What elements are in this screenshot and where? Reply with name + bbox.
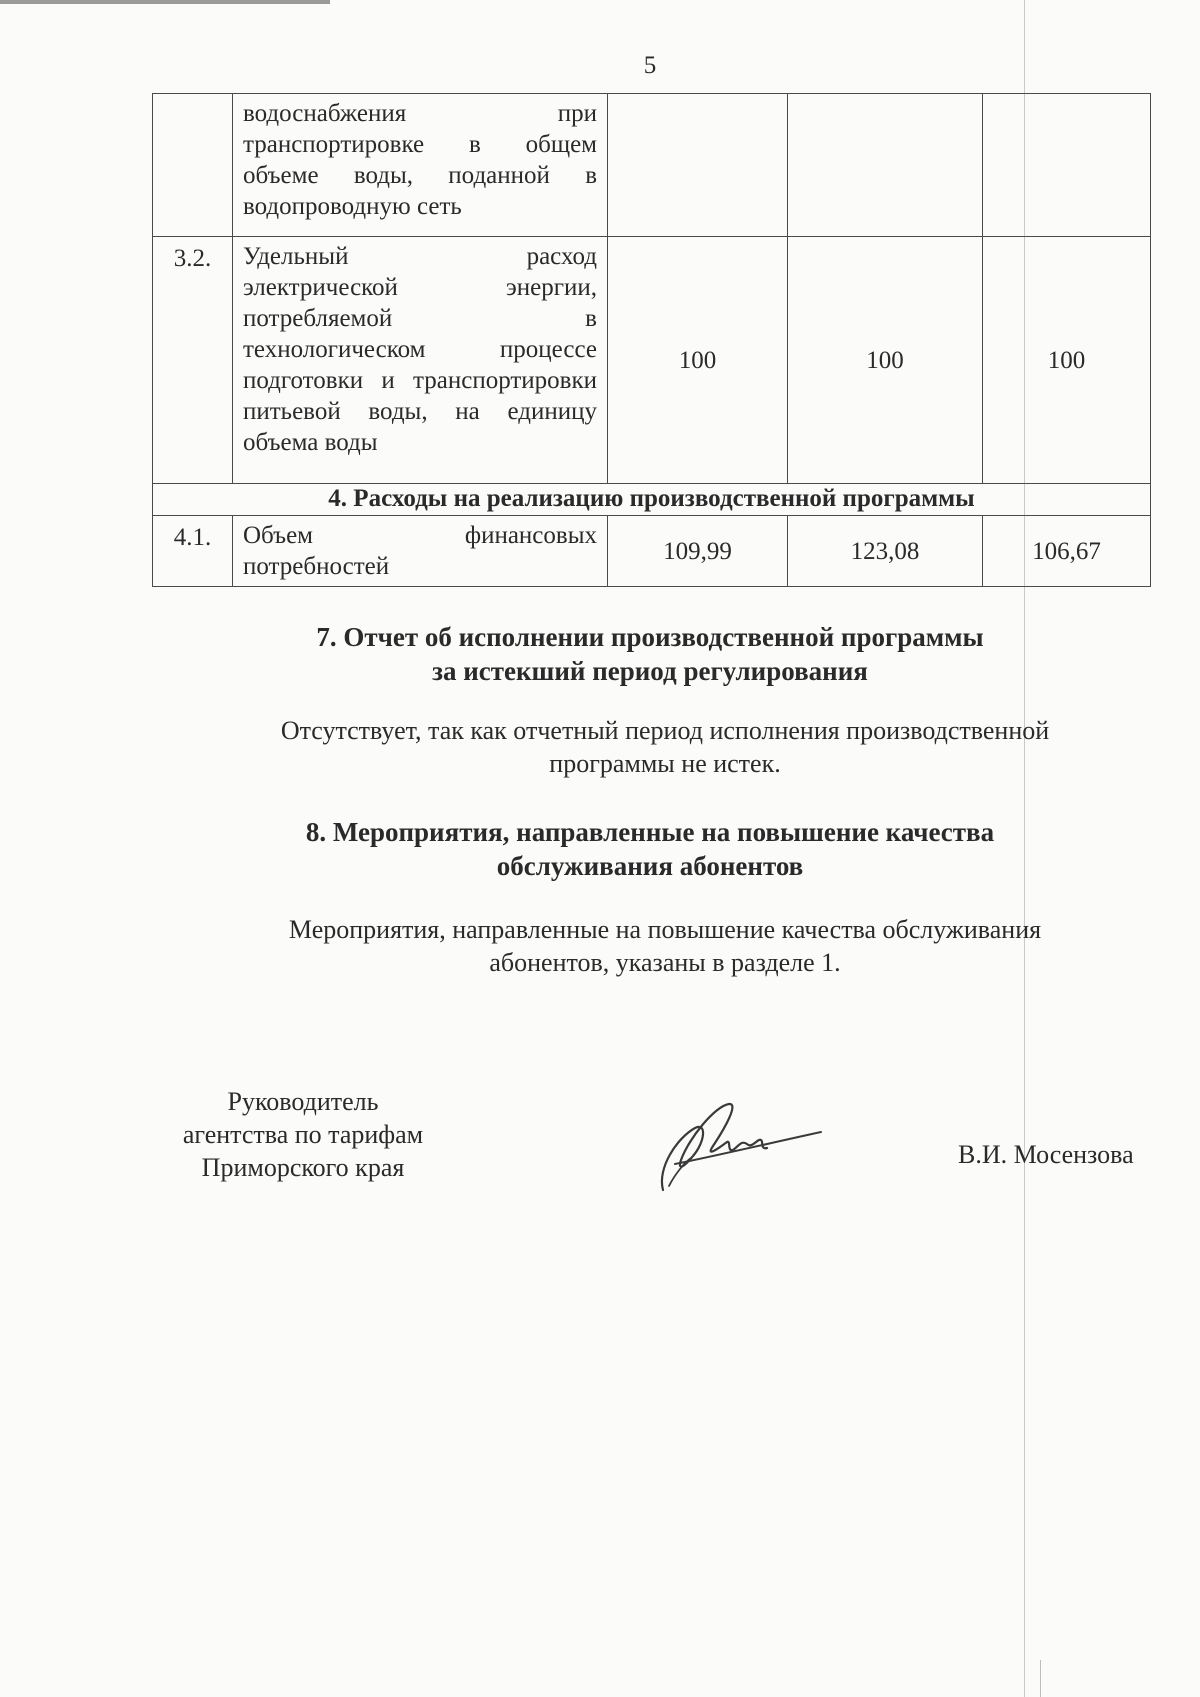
section-8-text bbox=[170, 913, 1160, 979]
section-7-heading bbox=[150, 620, 1150, 688]
desc-line: объеме воды, поданной в bbox=[243, 162, 597, 189]
heading-line: за истекший период регулирования bbox=[432, 656, 868, 686]
table-row-continued bbox=[153, 94, 1151, 237]
heading-line: 8. Мероприятия, направленные на повышение качества bbox=[305, 817, 995, 847]
desc-line: технологическом процессе bbox=[243, 336, 597, 363]
value-cell: 106,67 bbox=[983, 516, 1151, 587]
indicators-table bbox=[152, 93, 1151, 587]
section-8-heading bbox=[150, 815, 1150, 883]
row-description bbox=[233, 237, 608, 484]
value-cell: 100 bbox=[983, 237, 1151, 484]
signer-title bbox=[148, 1085, 458, 1184]
value-cell bbox=[788, 94, 983, 237]
scan-fold-tick bbox=[1040, 1660, 1041, 1697]
text-line: Отсутствует, так как отчетный период исполнения производственной bbox=[280, 716, 1050, 745]
desc-line: электрической энергии, bbox=[243, 274, 597, 301]
handwritten-signature bbox=[655, 1098, 825, 1198]
value-cell: 100 bbox=[608, 237, 788, 484]
value-cell bbox=[608, 94, 788, 237]
desc-line: подготовки и транспортировки bbox=[243, 367, 597, 394]
row-description bbox=[233, 516, 608, 587]
value-cell bbox=[983, 94, 1151, 237]
table-section-row bbox=[153, 484, 1151, 516]
desc-line: водоснабжения при bbox=[243, 100, 597, 127]
desc-line: Объем финансовых bbox=[243, 522, 597, 549]
row-number: 3.2. bbox=[153, 237, 233, 484]
page-number: 5 bbox=[643, 52, 657, 79]
section-7-text bbox=[170, 714, 1160, 780]
section-title: 4. Расходы на реализацию производственной программы bbox=[153, 484, 1151, 516]
text-line: абонентов, указаны в разделе 1. bbox=[489, 948, 841, 977]
row-description bbox=[233, 94, 608, 237]
desc-line: Удельный расход bbox=[243, 243, 597, 270]
heading-line: 7. Отчет об исполнении производственной программы bbox=[316, 622, 984, 652]
signer-name: В.И. Мосензова bbox=[958, 1140, 1134, 1169]
text-line: программы не истек. bbox=[549, 749, 781, 778]
heading-line: обслуживания абонентов bbox=[496, 851, 804, 881]
value-cell: 109,99 bbox=[608, 516, 788, 587]
desc-line: потребностей bbox=[243, 553, 390, 580]
row-number: 4.1. bbox=[153, 516, 233, 587]
desc-line: питьевой воды, на единицу bbox=[243, 398, 597, 425]
signer-title-line: Руководитель bbox=[227, 1087, 379, 1116]
desc-line: транспортировке в общем bbox=[243, 131, 597, 158]
value-cell: 100 bbox=[788, 237, 983, 484]
signer-title-line: агентства по тарифам bbox=[182, 1120, 424, 1149]
text-line: Мероприятия, направленные на повышение качества обслуживания bbox=[288, 915, 1042, 944]
scan-edge-mark bbox=[0, 0, 330, 4]
desc-line: водопроводную сеть bbox=[243, 193, 462, 220]
row-number-cell bbox=[153, 94, 233, 237]
desc-line: потребляемой в bbox=[243, 305, 597, 332]
table-row-4-1 bbox=[153, 516, 1151, 587]
value-cell: 123,08 bbox=[788, 516, 983, 587]
signer-title-line: Приморского края bbox=[201, 1153, 405, 1182]
table-row-3-2 bbox=[153, 237, 1151, 484]
desc-line: объема воды bbox=[243, 429, 378, 456]
